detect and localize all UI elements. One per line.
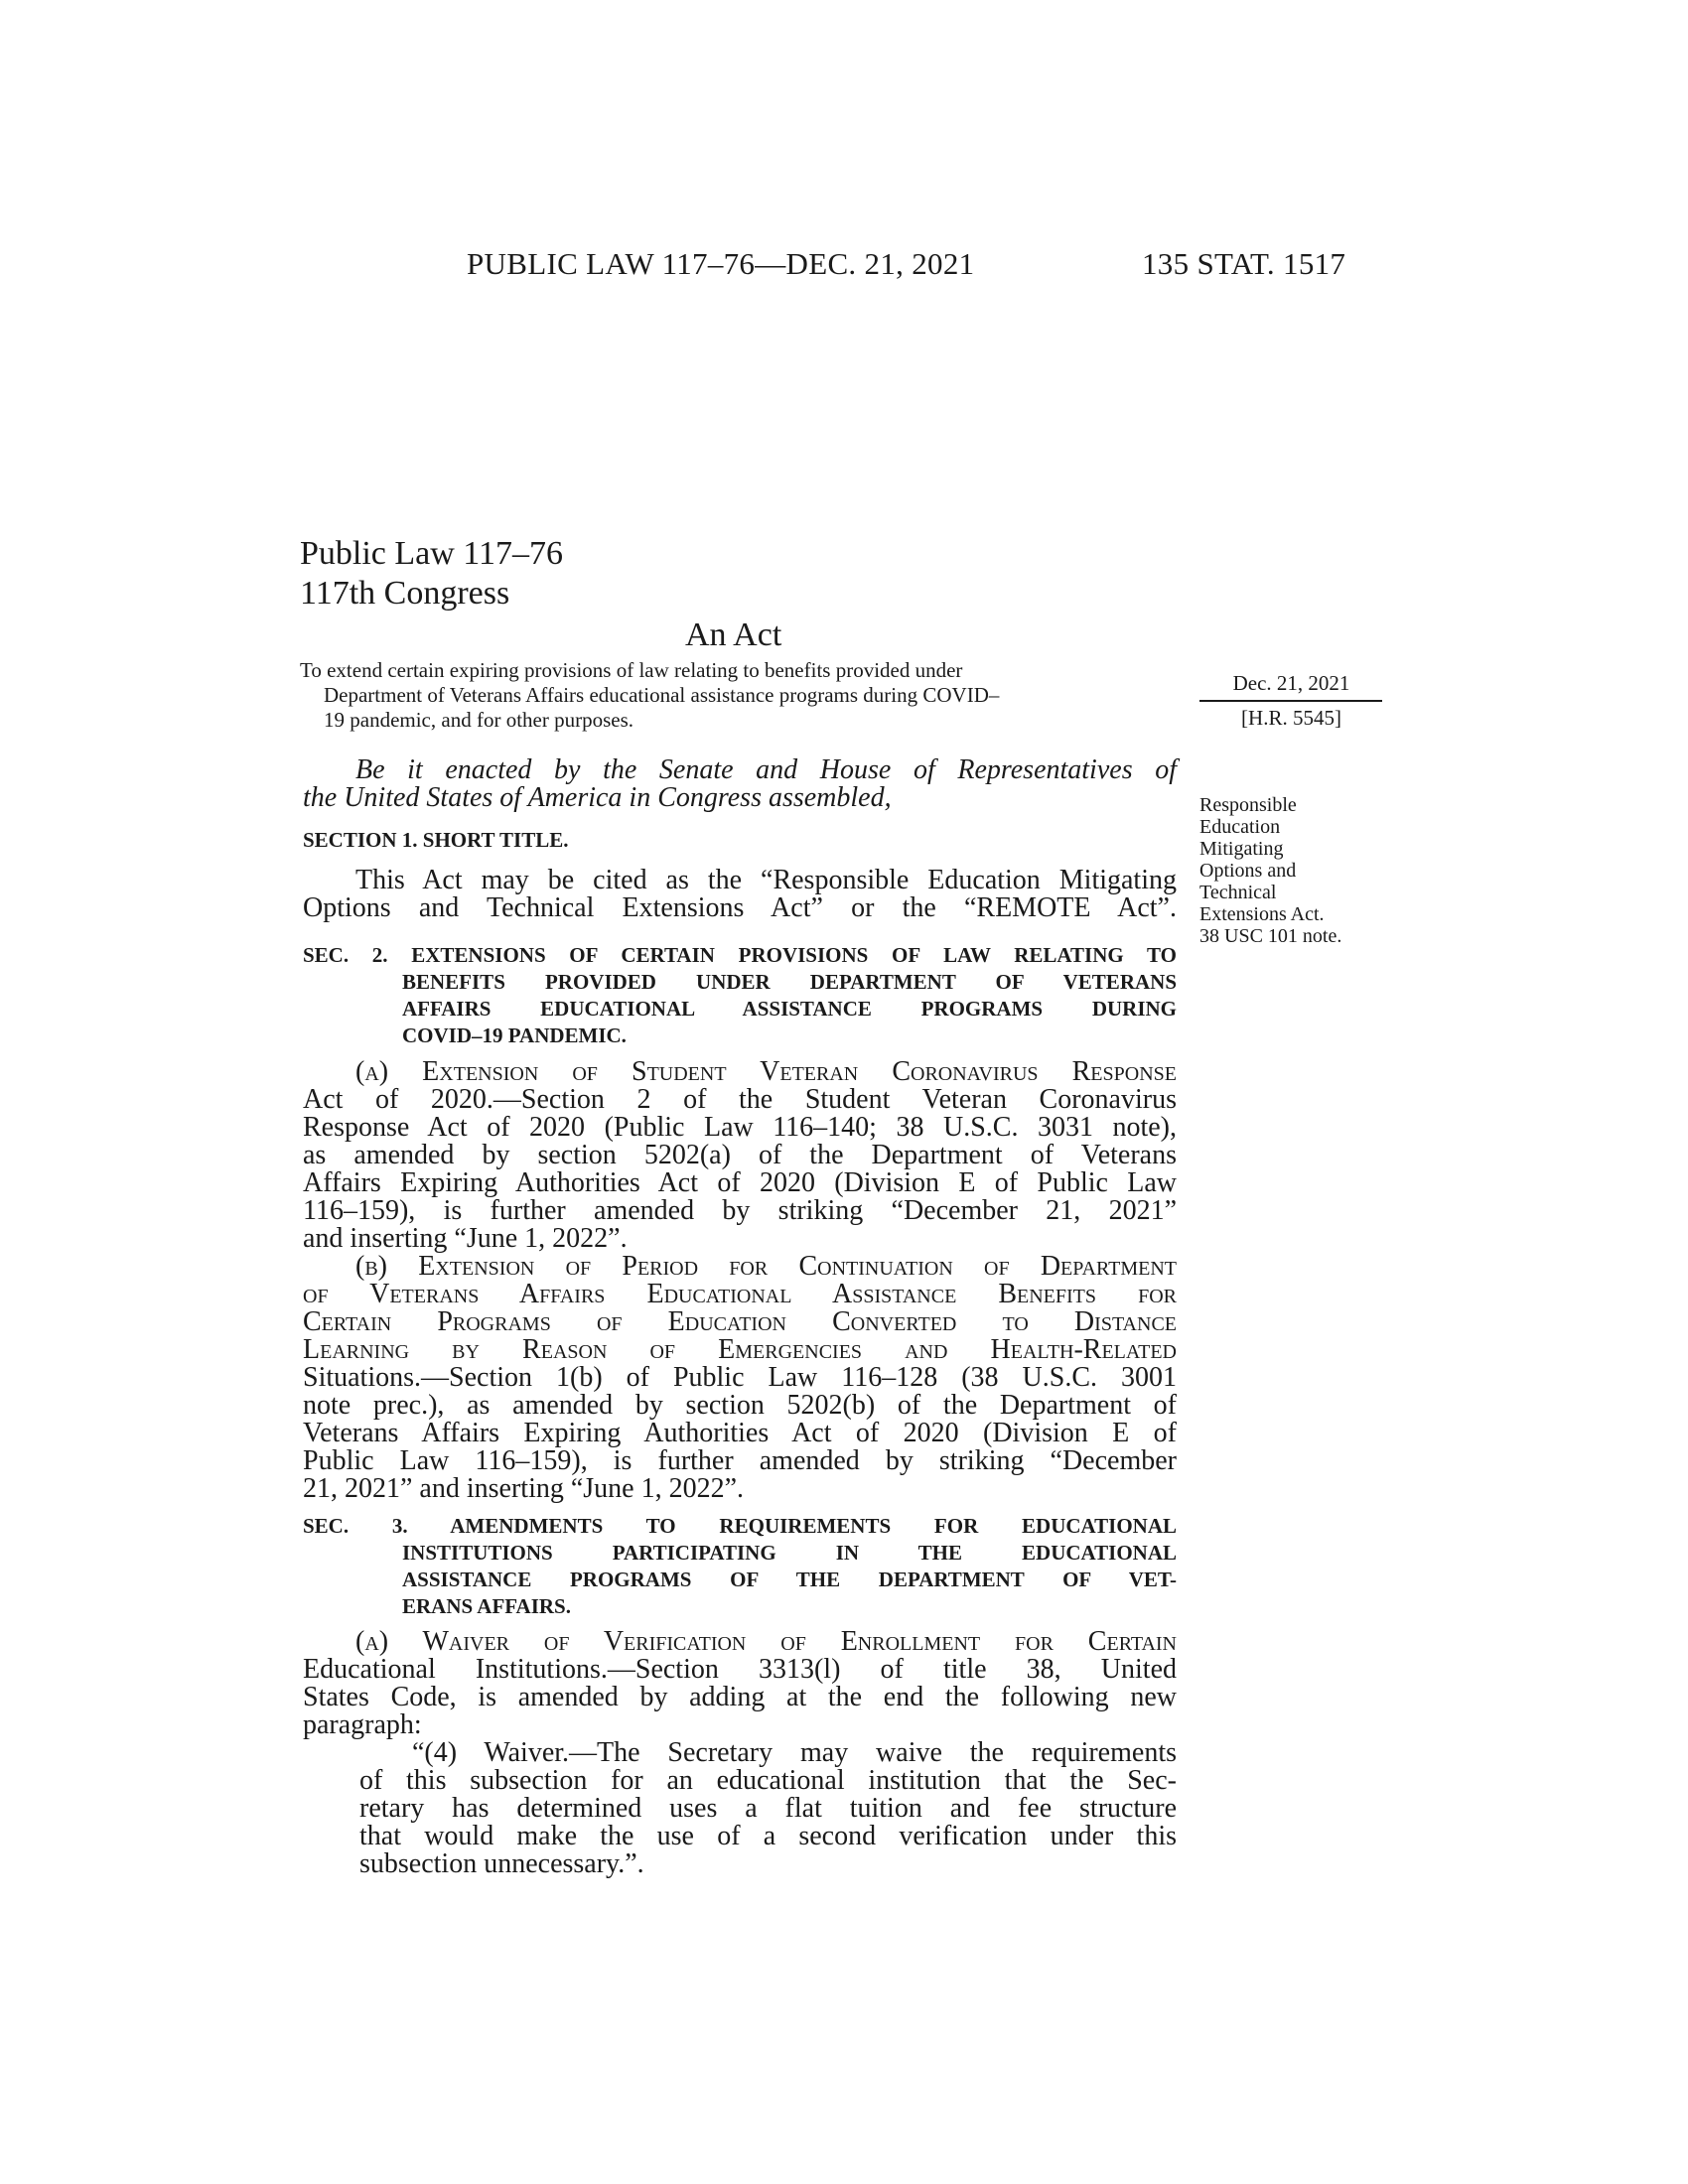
text-line: (a) Waiver of Verification of Enrollment for Certain [355,1626,1177,1657]
text-line: “(4) Waiver.—The Secretary may waive the requirements [412,1737,1177,1768]
purpose-line: Department of Veterans Affairs educational assistance programs during COVID– [324,683,1000,707]
congress-number: 117th Congress [300,575,510,612]
text-line: as amended by section 5202(a) of the Department of Veterans [303,1140,1177,1170]
heading-line: SEC. 2. EXTENSIONS OF CERTAIN PROVISIONS OF LAW RELATING TO [303,943,1177,967]
margin-note-line: Extensions Act. [1199,903,1325,925]
margin-note-line: Responsible [1199,794,1297,816]
section-1-heading: SECTION 1. SHORT TITLE. [303,828,569,852]
text-line: paragraph: [303,1709,422,1740]
quoted-paragraph-4 [359,1739,1177,1878]
margin-note-line: Mitigating [1199,838,1284,860]
text-line: 116–159), is further amended by striking “December 21, 2021” [303,1195,1177,1226]
text-line: States Code, is amended by adding at the end the following new [303,1682,1177,1712]
text-line: Veterans Affairs Expiring Authorities Act of 2020 (Division E of [303,1418,1177,1448]
section-2-subsection-a [303,1058,1177,1253]
margin-note-line: Options and [1199,860,1297,882]
text-line: Public Law 116–159), is further amended by striking “December [303,1445,1177,1476]
heading-line: SEC. 3. AMENDMENTS TO REQUIREMENTS FOR EDUCATIONAL [303,1514,1177,1538]
text-line: that would make the use of a second verification under this [359,1821,1177,1851]
public-law-number: Public Law 117–76 [300,535,564,572]
text-line: note prec.), as amended by section 5202(b) of the Department of [303,1390,1177,1421]
text-line: Situations.—Section 1(b) of Public Law 116–128 (38 U.S.C. 3001 [303,1362,1177,1393]
heading-line: AFFAIRS EDUCATIONAL ASSISTANCE PROGRAMS DURING [402,997,1177,1021]
section-3-heading [303,1513,1177,1620]
enacting-clause [303,756,1177,812]
heading-line: INSTITUTIONS PARTICIPATING IN THE EDUCATIONAL [402,1541,1177,1565]
enacting-line: Be it enacted by the Senate and House of Representatives of [355,754,1177,785]
text-line: and inserting “June 1, 2022”. [303,1223,628,1254]
purpose-clause [300,658,1174,733]
margin-note-line: 38 USC 101 note. [1199,925,1342,947]
margin-note-line: Technical [1199,882,1277,903]
section-2-heading [303,942,1177,1049]
margin-bill-number: [H.R. 5545] [1241,706,1341,730]
text-line: Educational Institutions.—Section 3313(l) of title 38, United [303,1654,1177,1685]
text-line: This Act may be cited as the “Responsible Education Mitigating [355,865,1177,895]
text-line: (a) Extension of Student Veteran Coronavirus Response [355,1056,1177,1087]
text-line: Learning by Reason of Emergencies and Health-Related [303,1334,1177,1365]
text-line: (b) Extension of Period for Continuation of Department [355,1251,1177,1282]
text-line: of this subsection for an educational institution that the Sec- [359,1765,1177,1796]
text-line: subsection unnecessary.”. [359,1848,644,1879]
heading-line: BENEFITS PROVIDED UNDER DEPARTMENT OF VETERANS [402,970,1177,994]
section-2-subsection-b [303,1253,1177,1503]
running-head-left: PUBLIC LAW 117–76—DEC. 21, 2021 [467,246,975,281]
margin-short-title-note [1199,794,1378,947]
text-line: Options and Technical Extensions Act” or the “REMOTE Act”. [303,892,1177,923]
margin-date: Dec. 21, 2021 [1232,671,1350,695]
text-line: Response Act of 2020 (Public Law 116–140; 38 U.S.C. 3031 note), [303,1112,1177,1143]
running-head-page: 135 STAT. 1517 [1142,246,1346,281]
heading-line: ERANS AFFAIRS. [402,1594,571,1618]
enacting-line: the United States of America in Congress assembled, [303,782,892,813]
text-line: retary has determined uses a flat tuition and fee structure [359,1793,1177,1824]
heading-line: COVID–19 PANDEMIC. [402,1024,627,1047]
text-line: Certain Programs of Education Converted to Distance [303,1306,1177,1337]
an-act-title: An Act [685,616,782,653]
purpose-line: To extend certain expiring provisions of law relating to benefits provided under [300,658,963,682]
section-1-text [303,867,1177,922]
text-line: of Veterans Affairs Educational Assistance Benefits for [303,1279,1177,1309]
text-line: Act of 2020.—Section 2 of the Student Veteran Coronavirus [303,1084,1177,1115]
heading-line: ASSISTANCE PROGRAMS OF THE DEPARTMENT OF VET- [402,1568,1177,1591]
margin-note-line: Education [1199,816,1281,838]
margin-rule [1199,700,1382,702]
text-line: 21, 2021” and inserting “June 1, 2022”. [303,1473,745,1504]
text-line: Affairs Expiring Authorities Act of 2020 (Division E of Public Law [303,1167,1177,1198]
purpose-line: 19 pandemic, and for other purposes. [324,708,633,732]
section-3-subsection-a [303,1628,1177,1739]
